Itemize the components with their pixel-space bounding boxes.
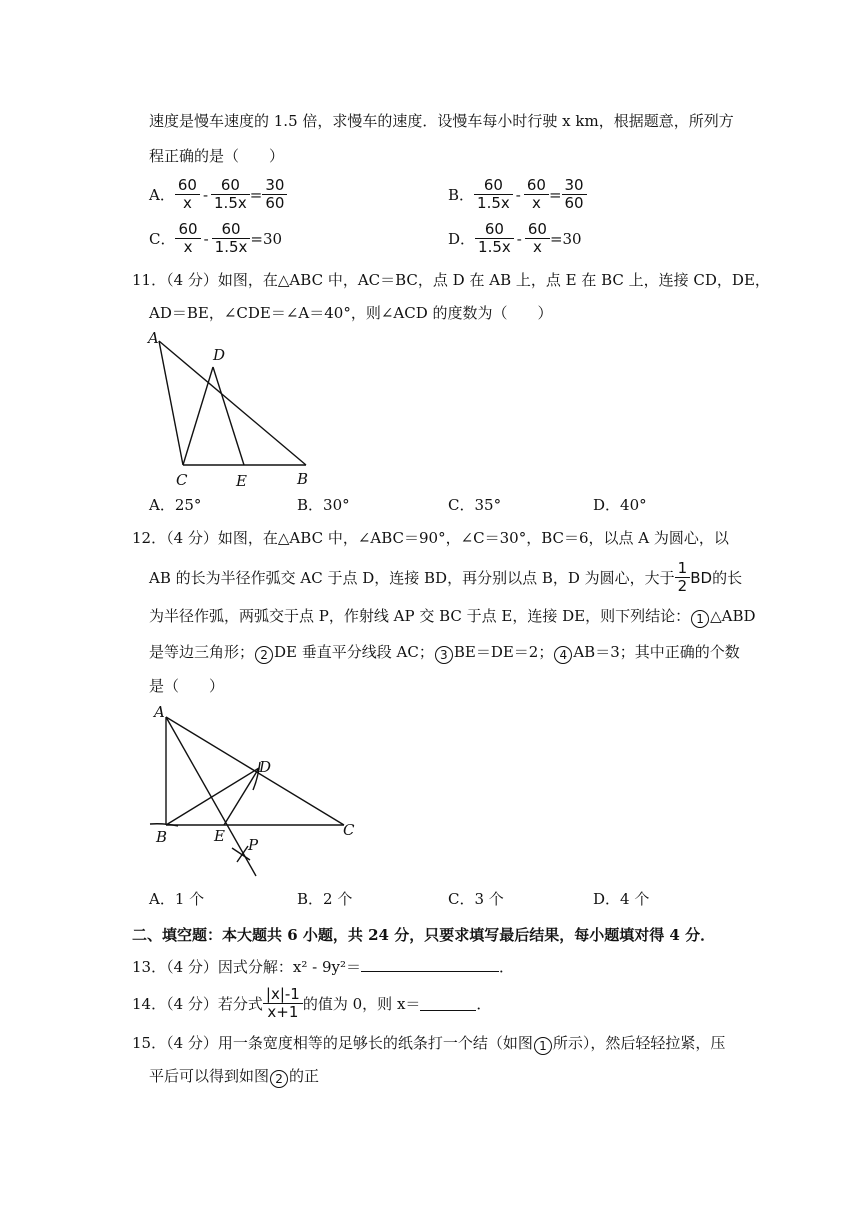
label-c: C [176, 471, 188, 489]
q10-option-d: D． $\frac{60}{1.5x}$ - $\frac{60}{x}$ = 30 [448, 220, 582, 256]
q14-text: 14．（4 分）若分式 $\frac{|x|-1}{x+1}$ 的值为 0，则 x＝ ． [132, 985, 492, 1021]
circled-number-4: 4 [554, 646, 572, 664]
q12-text-line2: AB 的长为半径作弧交 AC 于点 D，连接 BD，再分别以点 B，D 为圆心，大于 $\frac{1}{2}$ BD 的长 [149, 559, 743, 595]
label-a: A [148, 329, 159, 347]
q11-option-c: C．35° [448, 496, 502, 514]
segment-ab [159, 341, 306, 465]
q10-text-line2: 程正确的是（ ） [149, 147, 285, 165]
q11-option-a: A．25° [149, 496, 202, 514]
fraction: $\frac{30}{60}$ [262, 177, 287, 212]
ray-ap [166, 717, 256, 876]
q11-option-d: D．40° [593, 496, 647, 514]
fraction: $\frac{60}{1.5x}$ [474, 177, 513, 212]
circled-number-1: 1 [691, 610, 709, 628]
q10-option-b: B． $\frac{60}{1.5x}$ - $\frac{60}{x}$ = $\frac{30}{60}$ [448, 177, 587, 212]
fraction: $\frac{60}{x}$ [175, 177, 200, 212]
q10-option-c: C． $\frac{60}{x}$ - $\frac{60}{1.5x}$ = 30 [149, 220, 283, 256]
label-e: E [236, 472, 247, 490]
q11-triangle-figure [140, 325, 330, 495]
fraction: $\frac{60}{1.5x}$ [212, 221, 251, 256]
q12-option-c: C．3 个 [448, 890, 504, 908]
label-e: E [214, 827, 225, 845]
label-a: A [154, 703, 165, 721]
answer-blank[interactable] [361, 957, 499, 972]
fraction: $\frac{|x|-1}{x+1}$ [263, 986, 303, 1021]
label-d: D [259, 758, 272, 776]
fraction: $\frac{60}{x}$ [524, 177, 549, 212]
segment-de [213, 367, 244, 465]
q10-text-line1: 速度是慢车速度的 1.5 倍，求慢车的速度．设慢车每小时行驶 x km，根据题意，所列方 [149, 112, 734, 130]
label-b: B [156, 828, 168, 846]
option-label: C． [149, 230, 176, 248]
option-label: B． [448, 186, 475, 204]
q12-text-line4: 是等边三角形； 2 DE 垂直平分线段 AC； 3 BE＝DE＝2； 4 AB＝3；其中正确的个数 [149, 643, 740, 662]
label-d: D [213, 346, 226, 364]
fraction: $\frac{60}{x}$ [175, 221, 200, 256]
q12-option-b: B．2 个 [297, 890, 353, 908]
label-b: B [297, 470, 309, 488]
segment-bd [166, 768, 259, 825]
label-p: P [248, 836, 259, 854]
arc-at-b [150, 824, 178, 826]
option-label: D． [448, 230, 476, 248]
circled-number-2: 2 [255, 646, 273, 664]
segment-de [224, 768, 259, 825]
q12-text-line5: 是（ ） [149, 677, 225, 695]
q11-text-line2: AD＝BE，∠CDE＝∠A＝40°，则∠ACD 的度数为（ ） [149, 304, 553, 322]
circled-number-3: 3 [435, 646, 453, 664]
fraction: $\frac{30}{60}$ [562, 177, 587, 212]
segment-ac [159, 341, 183, 465]
segment-cd [183, 367, 213, 465]
fraction: $\frac{60}{x}$ [525, 221, 550, 256]
q11-text-line1: 11．（4 分）如图，在△ABC 中，AC＝BC，点 D 在 AB 上，点 E 在 BC 上，连接 CD，DE， [132, 271, 770, 289]
circled-number-1: 1 [534, 1037, 552, 1055]
fraction: $\frac{60}{1.5x}$ [211, 177, 250, 212]
answer-blank[interactable] [420, 996, 476, 1011]
q15-text-line1: 15．（4 分）用一条宽度相等的足够长的纸条打一个结（如图 1 所示），然后轻轻拉紧，压 [132, 1034, 726, 1053]
q12-option-d: D．4 个 [593, 890, 650, 908]
q12-construction-figure [140, 700, 370, 885]
section-heading: 二、填空题：本大题共 6 小题，共 24 分，只要求填写最后结果，每小题填对得 4 分． [132, 926, 716, 944]
label-c: C [343, 821, 355, 839]
half-fraction: $\frac{1}{2}$ [675, 560, 691, 595]
q15-text-line2: 平后可以得到如图 2 的正 [149, 1067, 320, 1086]
q12-text-line3: 为半径作弧，两弧交于点 P，作射线 AP 交 BC 于点 E，连接 DE，则下列结论： 1 △ABD [149, 607, 756, 626]
q12-option-a: A．1 个 [149, 890, 205, 908]
q10-option-a: A． $\frac{60}{x}$ - $\frac{60}{1.5x}$ = $\frac{30}{60}$ [149, 177, 287, 212]
q12-text-line1: 12．（4 分）如图，在△ABC 中，∠ABC＝90°，∠C＝30°，BC＝6，以点 A 为圆心，以 [132, 529, 729, 547]
fraction: $\frac{60}{1.5x}$ [475, 221, 514, 256]
q13-text: 13．（4 分）因式分解：x² - 9y²＝ ． [132, 958, 515, 976]
circled-number-2: 2 [270, 1070, 288, 1088]
q11-option-b: B．30° [297, 496, 350, 514]
option-label: A． [149, 186, 175, 204]
